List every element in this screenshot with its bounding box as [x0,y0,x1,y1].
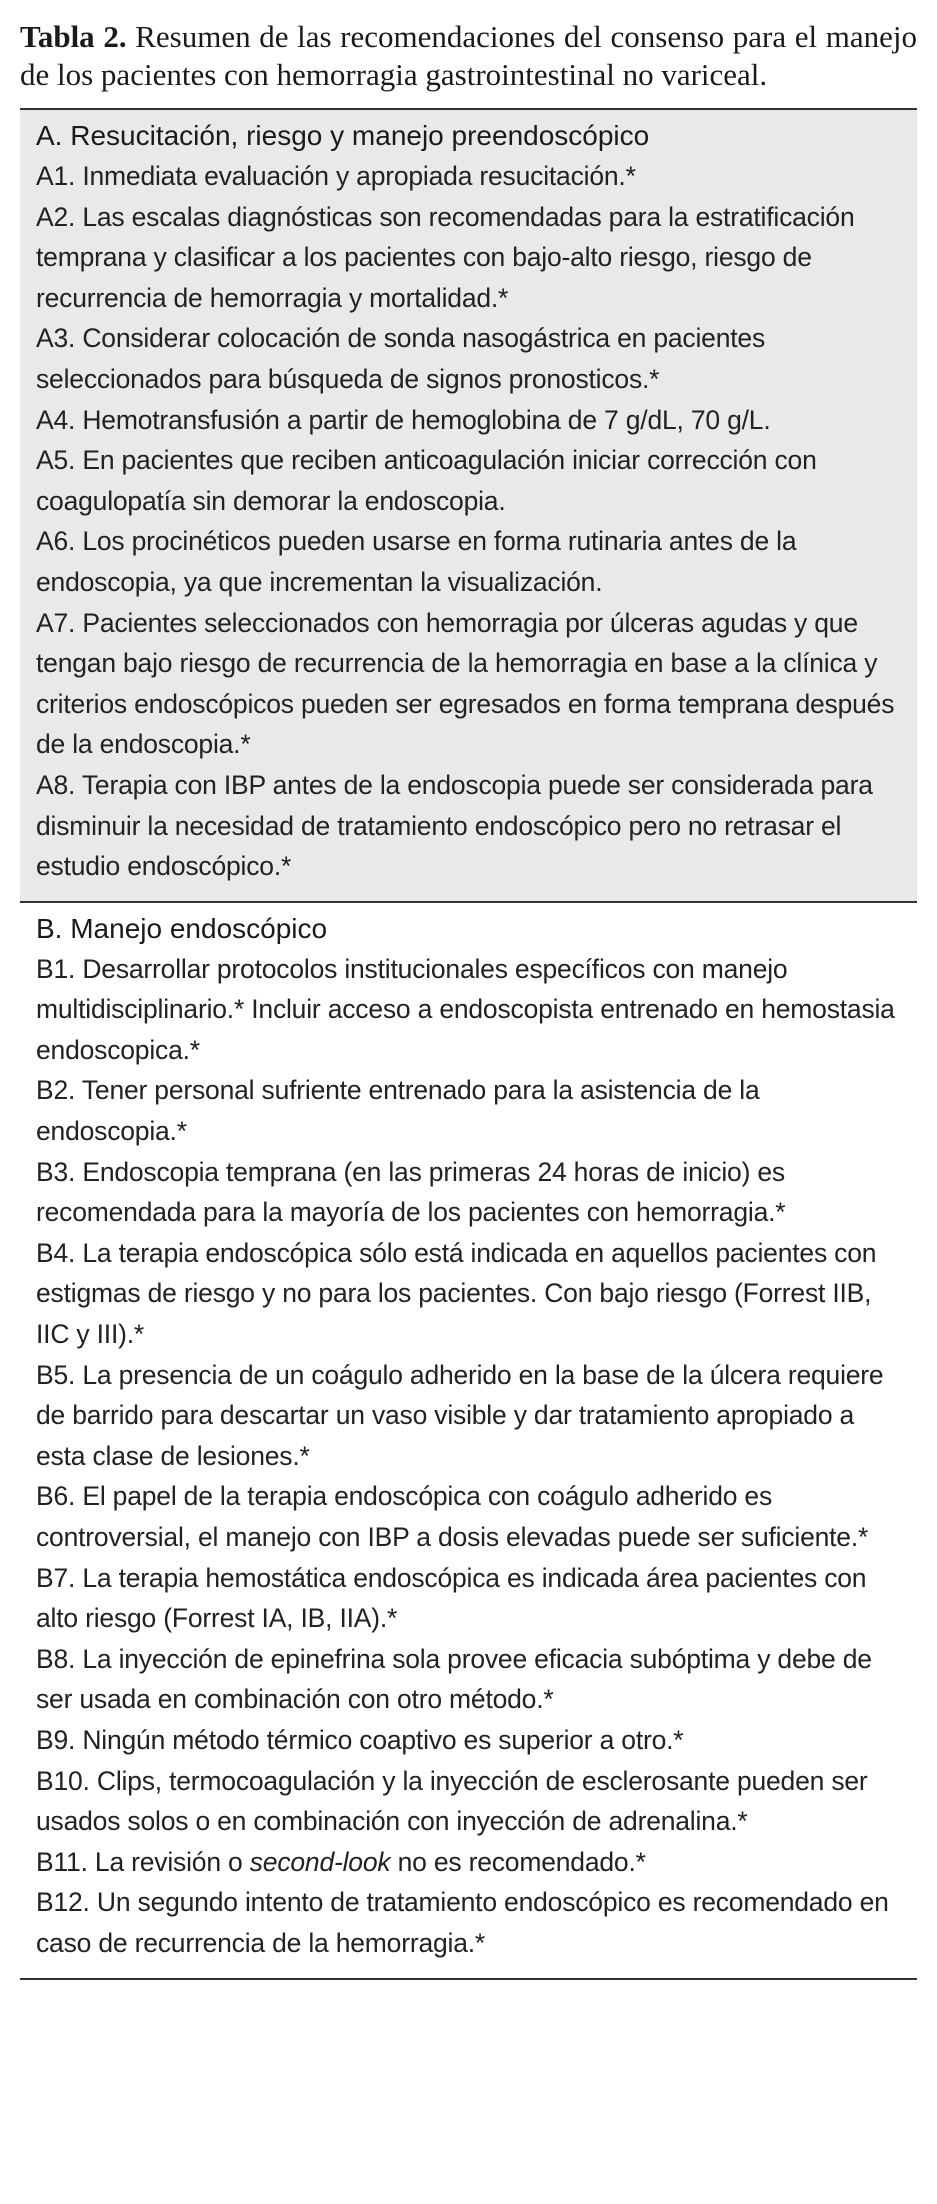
item-b2: B2. Tener personal sufriente entrenado para la asistencia de la endoscopia.* [36,1075,760,1147]
item-a7: A7. Pacientes seleccionados con hemorragia por úlceras agudas y que tengan bajo riesgo de recurrencia de la hemorragia en base a la clínica y criterios endoscópicos pueden ser egresados en forma temprana después de la endoscopia.* [36,607,895,760]
caption-label: Tabla 2. [20,19,127,54]
item-a6: A6. Los procinéticos pueden usarse en forma rutinaria antes de la endoscopia, ya que incrementan la visualización. [36,526,797,597]
item-b4: B4. La terapia endoscópica sólo está indicada en aquellos pacientes con estigmas de riesgo y no para los pacientes. Con bajo riesgo (Forrest IIB, IIC y III).* [36,1237,877,1350]
item-b11 [36,1842,901,1883]
item-b8: B8. La inyección de epinefrina sola provee eficacia subóptima y debe de ser usada en combinación con otro método.* [36,1643,872,1715]
item-b7: B7. La terapia hemostática endoscópica es indicada área pacientes con alto riesgo (Forrest IA, IB, IIA).* [36,1562,867,1634]
item-b9: B9. Ningún método térmico coaptivo es superior a otro.* [36,1724,684,1755]
table-caption [20,18,917,94]
caption-text: Resumen de las recomendaciones del consenso para el manejo de los pacientes con hemorragia gastrointestinal no variceal. [20,19,917,92]
item-b5: B5. La presencia de un coágulo adherido en la base de la úlcera requiere de barrido para descartar un vaso visible y dar tratamiento apropiado a esta clase de lesiones.* [36,1359,884,1471]
section-a-heading: A. Resucitación, riesgo y manejo preendoscópico [36,120,650,151]
item-b6: B6. El papel de la terapia endoscópica con coágulo adherido es controversial, el manejo con IBP a dosis elevadas puede ser suficiente.* [36,1481,869,1552]
section-a [20,110,917,903]
item-a4: A4. Hemotransfusión a partir de hemoglobina de 7 g/dL, 70 g/L. [36,404,771,435]
item-a3: A3. Considerar colocación de sonda nasogástrica en pacientes seleccionados para búsqueda de signos pronosticos.* [36,323,765,394]
item-a2: A2. Las escalas diagnósticas son recomendadas para la estratificación temprana y clasificar a los pacientes con bajo-alto riesgo, riesgo de recurrencia de hemorragia y mortalidad.* [36,201,855,313]
item-a5: A5. En pacientes que reciben anticoagulación iniciar corrección con coagulopatía sin demorar la endoscopia. [36,445,817,516]
item-a1: A1. Inmediata evaluación y apropiada resucitación.* [36,161,636,191]
item-b3: B3. Endoscopia temprana (en las primeras 24 horas de inicio) es recomendada para la mayoría de los pacientes con hemorragia.* [36,1156,786,1228]
item-b10: B10. Clips, termocoagulación y la inyección de esclerosante pueden ser usados solos o en combinación con inyección de adrenalina.* [36,1765,868,1837]
item-a8: A8. Terapia con IBP antes de la endoscopia puede ser considerada para disminuir la necesidad de tratamiento endoscópico pero no retrasar el estudio endoscópico.* [36,769,873,882]
item-b12: B12. Un segundo intento de tratamiento endoscópico es recomendado en caso de recurrencia de la hemorragia.* [36,1887,889,1958]
item-b11-prefix: B11. La revisión o [36,1846,250,1877]
item-b1: B1. Desarrollar protocolos institucionales específicos con manejo multidisciplinario.* Incluir acceso a endoscopista entrenado en hemostasia endoscopica.* [36,953,895,1065]
document-page [20,18,917,1980]
item-b11-suffix: no es recomendado.* [390,1846,646,1877]
section-b [20,903,917,1980]
section-b-heading: B. Manejo endoscópico [36,912,328,944]
item-b11-italic: second-look [249,1846,391,1877]
